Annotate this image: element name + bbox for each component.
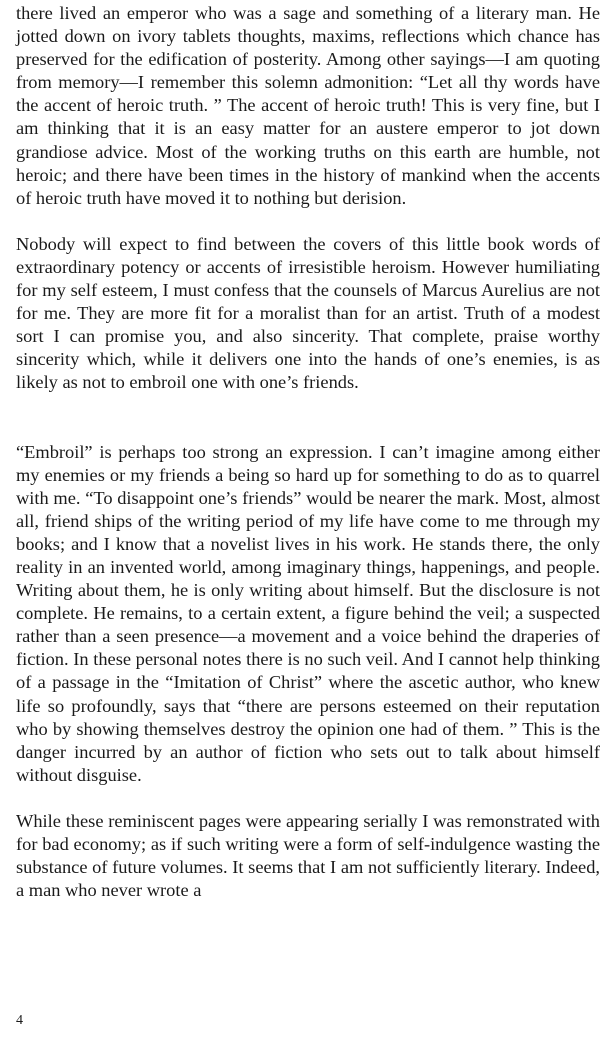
page-body xyxy=(16,2,600,902)
paragraph: there lived an emperor who was a sage and something of a literary man. He jotted down on ivory tablets thoughts, maxims, reflections which chance has preserved for the edification of posterity. Among other sayings—I am quoting from memory—I remember this solemn admonition: “Let all thy words have the accent of heroic truth. ” The accent of heroic truth! This is very fine, but I am thinking that it is an easy matter for an austere emperor to jot down grandiose advice. Most of the working truths on this earth are humble, not heroic; and there have been times in the history of mankind when the accents of heroic truth have moved it to nothing but derision. xyxy=(16,3,600,208)
paragraph: Nobody will expect to find between the covers of this little book words of extraordinary potency or accents of irresistible heroism. However humiliating for my self esteem, I must confess that the counsels of Marcus Aurelius are not for me. They are more fit for a moralist than for an artist. Truth of a modest sort I can promise you, and also sincerity. That complete, praise worthy sincerity which, while it delivers one into the hands of one’s enemies, is as likely as not to embroil one with one’s friends. xyxy=(16,233,600,393)
page-number: 4 xyxy=(16,1013,23,1028)
paragraph: While these reminiscent pages were appearing serially I was remonstrated with for bad economy; as if such writing were a form of self-indulgence wasting the substance of future volumes. It seems that I am not sufficiently literary. Indeed, a man who never wrote a xyxy=(16,810,600,901)
paragraph: “Embroil” is perhaps too strong an expression. I can’t imagine among either my enemies or my friends a being so hard up for something to do as to quarrel with me. “To disappoint one’s friends” would be nearer the mark. Most, almost all, friend ships of the writing period of my life have come to me through my books; and I know that a novelist lives in his work. He stands there, the only reality in an invented world, among imaginary things, happenings, and people. Writing about them, he is only writing about himself. But the disclosure is not complete. He remains, to a certain extent, a figure behind the veil; a suspected rather than a seen presence—a movement and a voice behind the draperies of fiction. In these personal notes there is no such veil. And I cannot help thinking of a passage in the “Imitation of Christ” where the ascetic author, who knew life so profoundly, says that “there are persons esteemed on their reputation who by showing themselves destroy the opinion one had of them. ” This is the danger incurred by an author of fiction who sets out to talk about himself without disguise. xyxy=(16,441,600,785)
